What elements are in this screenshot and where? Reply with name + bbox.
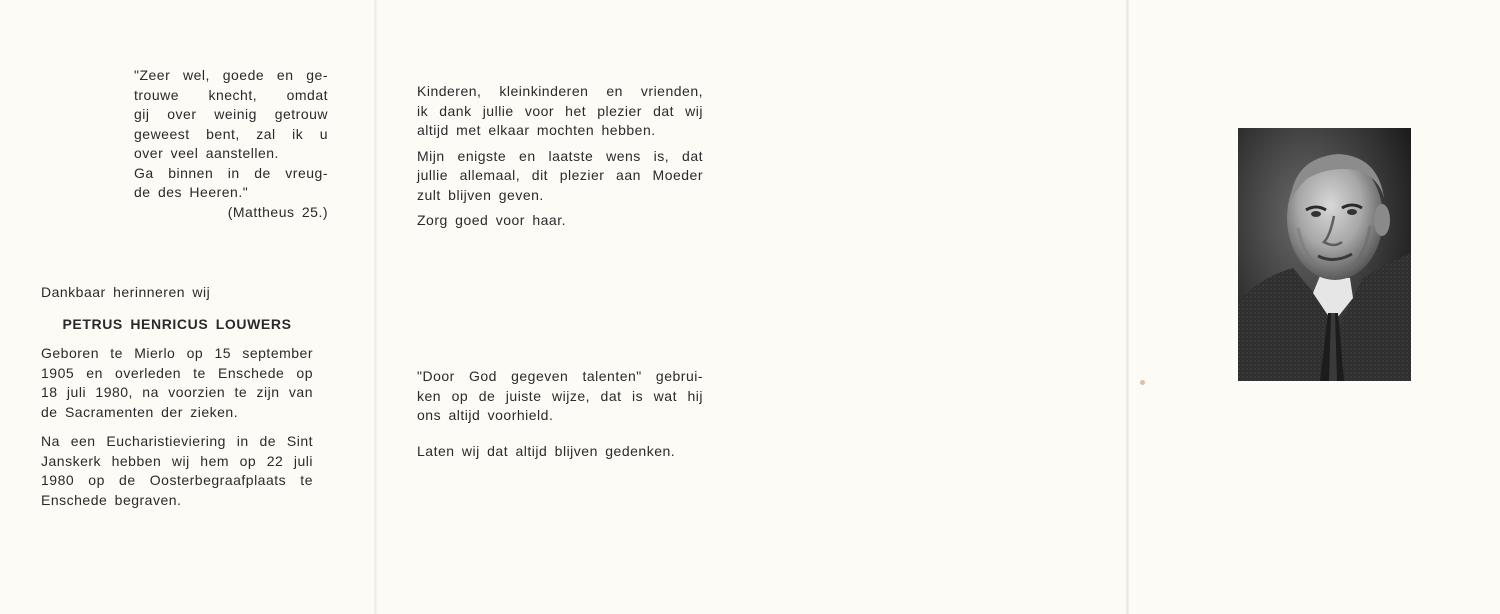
left-panel (0, 0, 374, 614)
quote-line: trouwe knecht, omdat (134, 86, 328, 103)
quote-line: over veel aanstellen. (134, 145, 279, 161)
wish-line: Mijn enigste en laatste wens is, dat (417, 147, 703, 164)
wish-line: jullie allemaal, dit plezier aan Moeder (417, 167, 703, 183)
closing-line: Laten wij dat altijd blijven gedenken. (417, 442, 676, 459)
paragraph-line: Geboren te Mierlo op 15 september (41, 345, 313, 361)
message-line: Kinderen, kleinkinderen en vrienden, (417, 83, 703, 99)
talents-line: ken op de juiste wijze, dat is wat hij (417, 387, 703, 404)
talents-line: "Door God gegeven talenten" gebrui- (417, 368, 703, 384)
right-panel (1129, 0, 1500, 614)
message-line: altijd met elkaar mochten hebben. (417, 122, 656, 138)
paragraph-line: Janskerk hebben wij hem op 22 juli (41, 452, 313, 469)
personal-message (417, 82, 703, 231)
care-line: Zorg goed voor haar. (417, 212, 566, 228)
intro-text: Dankbaar herinneren wij (41, 284, 211, 300)
paragraph-line: 1905 en overleden te Enschede op (41, 364, 313, 381)
talents-line: ons altijd voorhield. (417, 407, 554, 423)
paragraph-line: Na een Eucharistieviering in de Sint (41, 433, 313, 449)
quote-line: geweest bent, zal ik u (134, 125, 328, 142)
message-line: ik dank jullie voor het plezier dat wij (417, 102, 703, 119)
quote-line: de des Heeren." (134, 184, 249, 200)
burial-paragraph (41, 432, 313, 510)
deceased-name: PETRUS HENRICUS LOUWERS (62, 315, 292, 332)
middle-panel (377, 0, 1126, 614)
memorial-text (41, 283, 313, 520)
portrait-photo (1238, 128, 1411, 381)
quote-line: gij over weinig getrouw (134, 106, 328, 122)
quote-line: "Zeer wel, goede en ge- (134, 67, 328, 83)
paragraph-line: 1980 op de Oosterbegraafplaats te (41, 472, 313, 488)
paragraph-line: Enschede begraven. (41, 491, 182, 508)
paragraph-line: de Sacramenten der zieken. (41, 403, 239, 420)
paragraph-line: 18 juli 1980, na voorzien te zijn van (41, 384, 313, 400)
quote-source: (Mattheus 25.) (227, 203, 328, 220)
portrait-image (1238, 128, 1411, 381)
bible-quote (134, 66, 328, 222)
birth-death-paragraph (41, 344, 313, 422)
wish-line: zult blijven geven. (417, 186, 544, 203)
quote-line: Ga binnen in de vreug- (134, 164, 328, 181)
talents-message (417, 367, 703, 461)
